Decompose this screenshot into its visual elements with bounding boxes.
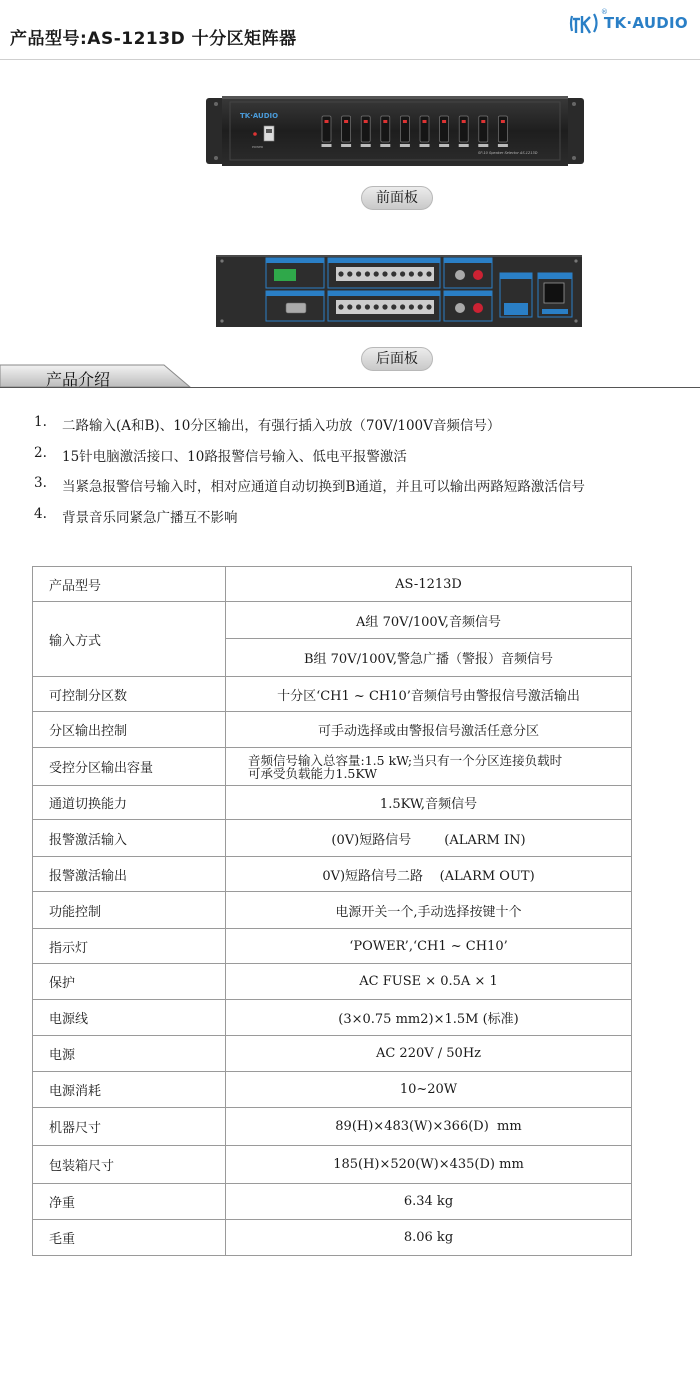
channel-button-7	[440, 116, 449, 142]
svg-text:SP-10 Speaker Selector AS-1213: SP-10 Speaker Selector AS-1213D	[478, 151, 538, 155]
channel-button-4	[381, 116, 390, 142]
terminal-screw-1-10	[418, 271, 423, 276]
svg-text:POWER: POWER	[252, 145, 264, 149]
terminal-screw-1-1	[338, 271, 343, 276]
page-header	[0, 0, 700, 60]
feature-text: 背景音乐同紧急广播互不影响	[62, 509, 238, 526]
spec-value: B组 70V/100V,警急广播（警报）音频信号	[226, 639, 632, 677]
spec-label: 功能控制	[33, 892, 226, 929]
section-title: 产品介绍	[46, 370, 111, 389]
spec-value: AS-1213D	[226, 567, 632, 602]
terminal-screw-2-11	[426, 304, 431, 309]
spec-label: 报警激活输入	[33, 820, 226, 857]
spec-value: 89(H)×483(W)×366(D) mm	[226, 1108, 632, 1146]
terminal-screw-1-4	[365, 271, 370, 276]
front-panel-caption: 前面板	[361, 186, 433, 210]
channel-label-plate-8	[459, 144, 469, 147]
feature-text: 二路输入(A和B)、10分区输出，有强行插入功放（70V/100V音频信号）	[62, 418, 501, 434]
brand-logo	[569, 10, 688, 36]
spec-value: (0V)短路信号 (ALARM IN)	[226, 820, 632, 857]
channel-label-plate-4	[380, 144, 390, 147]
spec-label: 可控制分区数	[33, 677, 226, 712]
spec-value-line: 音频信号输入总容量:1.5 kW;当只有一个分区连接负载时	[248, 752, 563, 768]
terminal-screw-1-11	[426, 271, 431, 276]
table-row	[33, 1184, 632, 1220]
spec-value: 可手动选择或由警报信号激活任意分区	[226, 712, 632, 748]
channel-button-9	[479, 116, 488, 142]
page-title: 产品型号:AS-1213D 十分区矩阵器	[10, 29, 297, 49]
feature-text: 15针电脑激活接口、10路报警信号输入、低电平报警激活	[62, 448, 407, 465]
table-row	[33, 1036, 632, 1072]
spec-label: 包装箱尺寸	[33, 1146, 226, 1184]
feature-number: 3.	[34, 475, 47, 491]
spec-label: 产品型号	[33, 567, 226, 602]
channel-led-5	[403, 120, 407, 123]
channel-led-4	[383, 120, 387, 123]
feature-list	[34, 414, 700, 536]
channel-led-1	[325, 120, 329, 123]
table-row	[33, 1000, 632, 1036]
table-row	[33, 786, 632, 820]
terminal-screw-1-6	[382, 271, 387, 276]
spec-label: 受控分区输出容量	[33, 748, 226, 786]
list-item	[34, 475, 700, 506]
table-row	[33, 602, 632, 639]
registered-mark: ®	[600, 8, 608, 16]
brand-name: TK·AUDIO	[603, 14, 688, 32]
spec-label: 通道切换能力	[33, 786, 226, 820]
spec-value: (3×0.75 mm2)×1.5M (标准)	[226, 1000, 632, 1036]
channel-led-3	[364, 120, 368, 123]
spec-value: AC FUSE × 0.5A × 1	[226, 964, 632, 1000]
channel-label-plate-6	[420, 144, 430, 147]
channel-button-3	[361, 116, 370, 142]
spec-label: 保护	[33, 964, 226, 1000]
channel-button-8	[459, 116, 468, 142]
spec-value: A组 70V/100V,音频信号	[226, 602, 632, 639]
spec-value-line: 可承受负载能力1.5KW	[248, 765, 378, 781]
terminal-screw-2-10	[418, 304, 423, 309]
channel-label-plate-10	[498, 144, 508, 147]
feature-number: 2.	[34, 444, 47, 461]
channel-button-5	[400, 116, 409, 142]
terminal-screw-2-6	[382, 304, 387, 309]
feature-number: 1.	[34, 414, 47, 430]
spec-value: 8.06 kg	[226, 1220, 632, 1256]
channel-led-6	[423, 120, 427, 123]
feature-text: 当紧急报警信号输入时，相对应通道自动切换到B通道，并且可以输出两路短路激活信号	[62, 479, 585, 495]
channel-led-9	[481, 120, 485, 123]
tk-audio-logo-icon	[569, 10, 601, 36]
terminal-screw-1-3	[356, 271, 361, 276]
terminal-screw-2-9	[409, 304, 414, 309]
table-row	[33, 929, 632, 964]
terminal-screw-1-5	[374, 271, 379, 276]
table-row	[33, 712, 632, 748]
spec-label: 机器尺寸	[33, 1108, 226, 1146]
feature-number: 4.	[34, 505, 47, 522]
channel-button-2	[342, 116, 351, 142]
terminal-screw-2-4	[365, 304, 370, 309]
table-row	[33, 820, 632, 857]
spec-value: 185(H)×520(W)×435(D) mm	[226, 1146, 632, 1184]
spec-value: 电源开关一个,手动选择按键十个	[226, 892, 632, 929]
terminal-screw-1-7	[391, 271, 396, 276]
terminal-screw-1-8	[400, 271, 405, 276]
front-panel-image	[206, 96, 584, 166]
rear-panel-caption: 后面板	[361, 347, 433, 371]
spec-value	[226, 748, 632, 786]
spec-value: 6.34 kg	[226, 1184, 632, 1220]
table-row	[33, 1220, 632, 1256]
channel-label-plate-5	[400, 144, 410, 147]
spec-label: 电源	[33, 1036, 226, 1072]
terminal-screw-2-8	[400, 304, 405, 309]
channel-label-plate-1	[322, 144, 332, 147]
table-row	[33, 892, 632, 929]
channel-led-10	[501, 120, 505, 123]
table-row	[33, 964, 632, 1000]
channel-label-plate-3	[361, 144, 371, 147]
spec-label: 分区输出控制	[33, 712, 226, 748]
list-item	[34, 506, 700, 537]
terminal-screw-2-2	[347, 304, 352, 309]
spec-label: 电源消耗	[33, 1072, 226, 1108]
spec-value: 10~20W	[226, 1072, 632, 1108]
terminal-screw-1-9	[409, 271, 414, 276]
spec-label: 毛重	[33, 1220, 226, 1256]
svg-text:TK·AUDIO: TK·AUDIO	[240, 112, 279, 120]
channel-button-10	[498, 116, 507, 142]
channel-button-6	[420, 116, 429, 142]
table-row	[33, 567, 632, 602]
terminal-screw-2-3	[356, 304, 361, 309]
channel-label-plate-2	[341, 144, 351, 147]
table-row	[33, 1146, 632, 1184]
spec-label: 输入方式	[33, 602, 226, 677]
spec-label: 指示灯	[33, 929, 226, 964]
terminal-screw-2-1	[338, 304, 343, 309]
spec-label: 电源线	[33, 1000, 226, 1036]
channel-led-7	[442, 120, 446, 123]
list-item	[34, 414, 700, 445]
terminal-screw-1-2	[347, 271, 352, 276]
channel-label-plate-7	[439, 144, 449, 147]
table-row	[33, 1108, 632, 1146]
table-row	[33, 677, 632, 712]
spec-label: 净重	[33, 1184, 226, 1220]
channel-led-8	[462, 120, 466, 123]
spec-value: AC 220V / 50Hz	[226, 1036, 632, 1072]
spec-table	[32, 566, 632, 1256]
spec-label: 报警激活输出	[33, 857, 226, 892]
table-row	[33, 857, 632, 892]
list-item	[34, 445, 700, 476]
channel-led-2	[344, 120, 348, 123]
rear-panel-image	[216, 255, 582, 327]
terminal-screw-2-5	[374, 304, 379, 309]
table-row	[33, 748, 632, 786]
terminal-screw-2-7	[391, 304, 396, 309]
spec-value: 1.5KW,音频信号	[226, 786, 632, 820]
spec-value: 十分区‘CH1 ~ CH10’音频信号由警报信号激活输出	[226, 677, 632, 712]
spec-value: 0V)短路信号二路 (ALARM OUT)	[226, 857, 632, 892]
channel-button-1	[322, 116, 331, 142]
table-row	[33, 1072, 632, 1108]
channel-label-plate-9	[478, 144, 488, 147]
spec-value: ‘POWER’,‘CH1 ~ CH10’	[226, 929, 632, 964]
